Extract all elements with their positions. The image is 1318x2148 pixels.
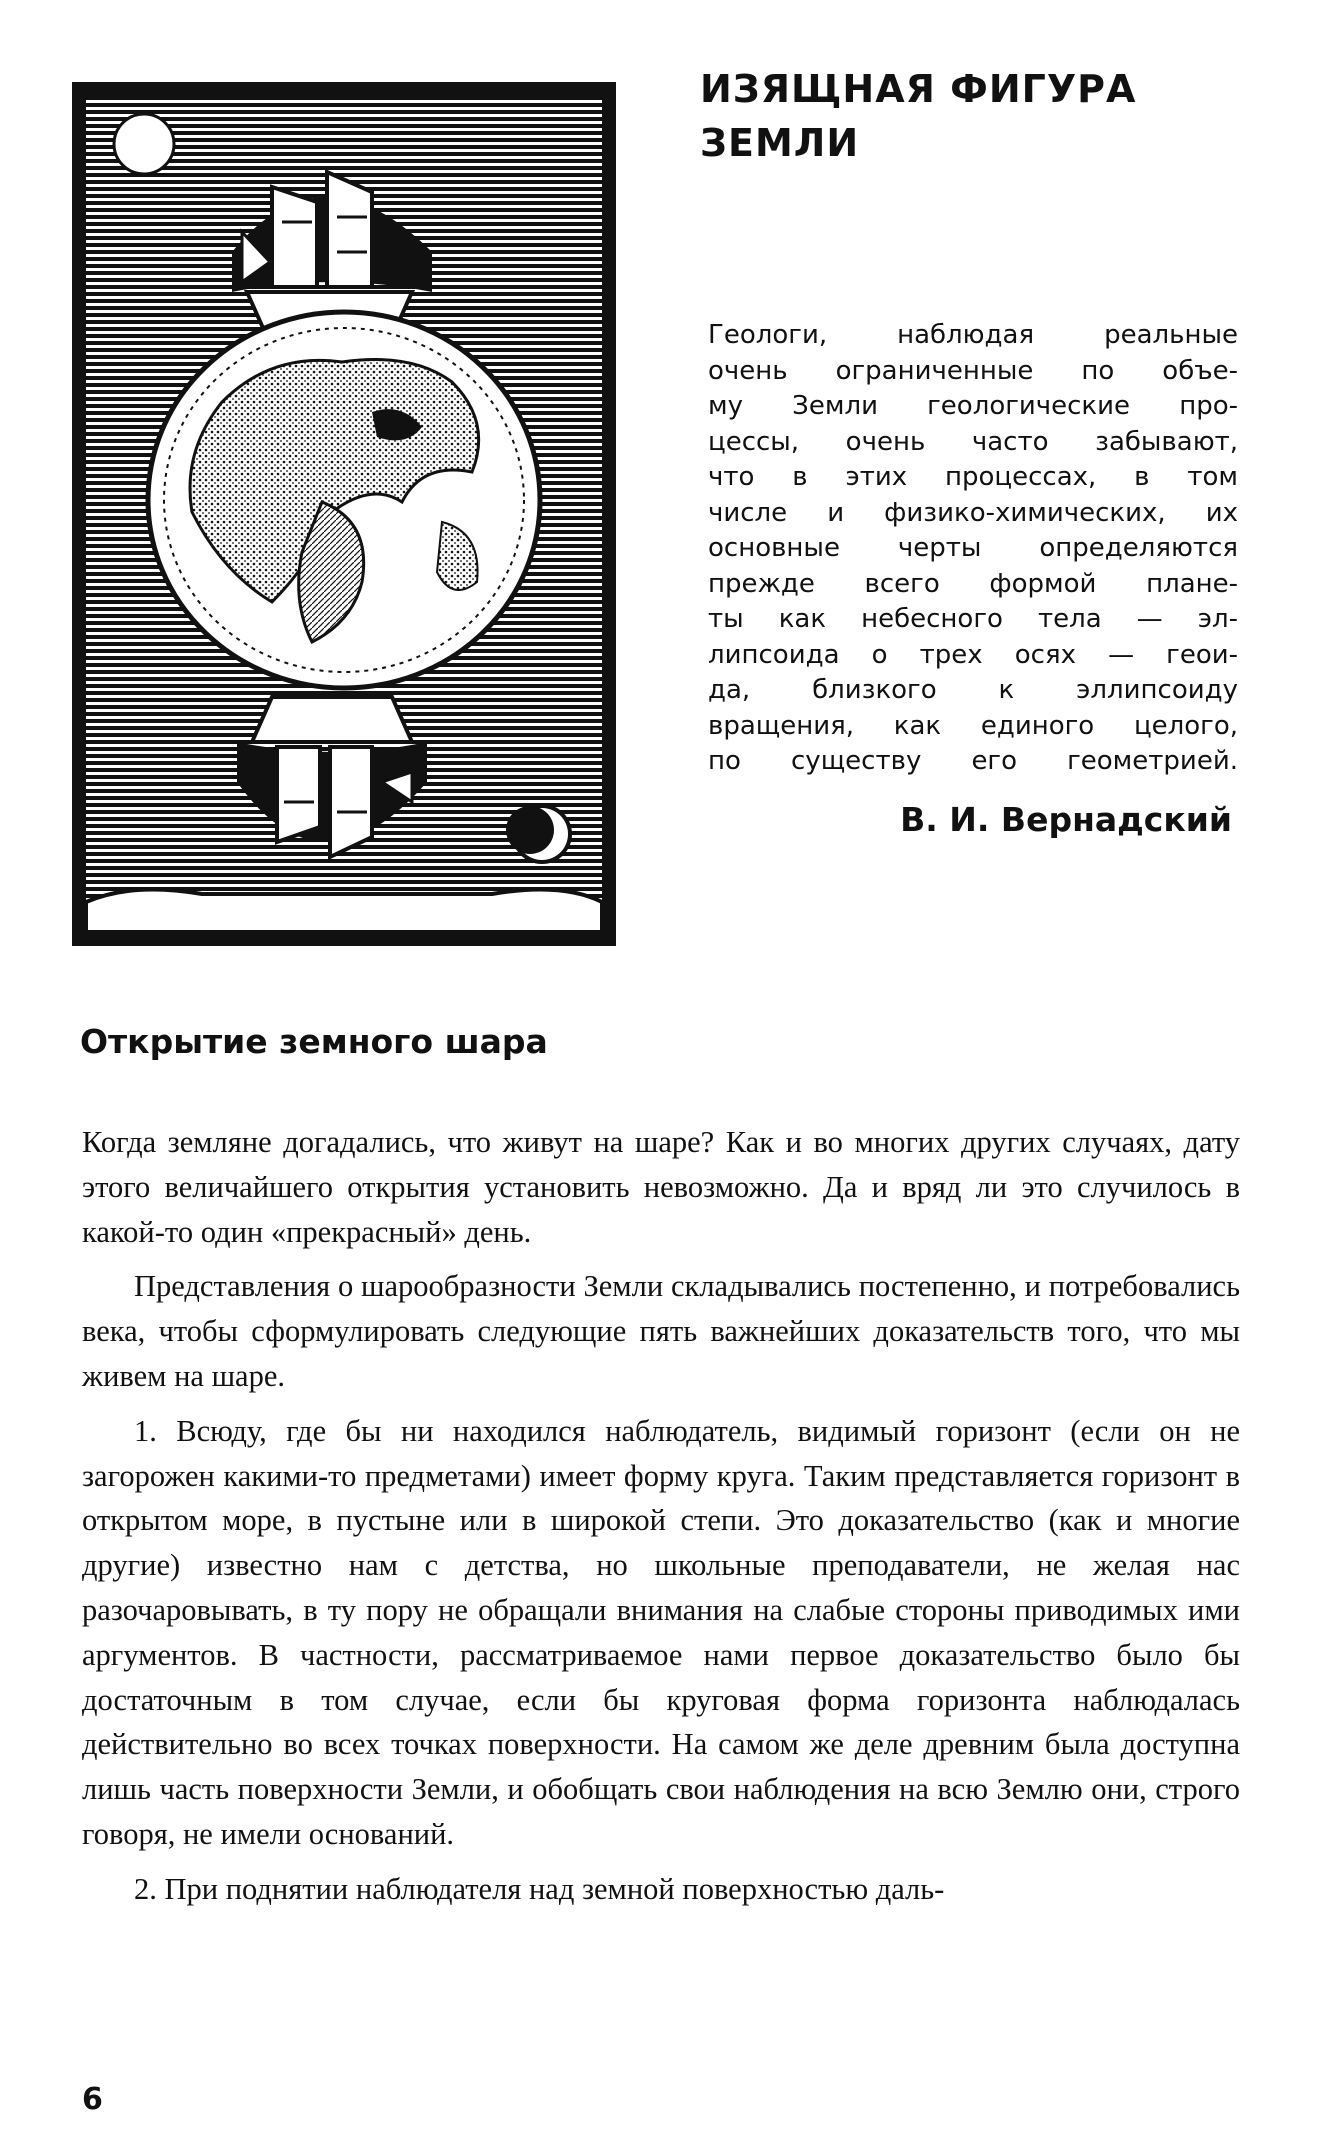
epigraph-line: по существу его геометрией.: [708, 746, 1238, 776]
chapter-title-line1: ИЗЯЩНАЯ ФИГУРА: [700, 67, 1137, 111]
paragraph: 1. Всюду, где бы ни находился наблюдатель, видимый горизонт (если он не загорожен какими-то предметами) имеет форму круга. Таким представляется горизонт в открытом море, в пустыне или в широкой степи. Это доказательство (как и многие другие) известно нам с детства, но школьные преподаватели, не желая нас разочаровывать, в ту пору не обращали внимания на слабые стороны приводимых ими аргументов. В частности, рассматриваемое нами первое доказательство было бы достаточным в том случае, если бы круговая форма горизонта наблюдалась действительно во всех точках поверхности. На самом же деле древним была доступна лишь часть поверхности Земли, и обобщать свои наблюдения на всю Землю они, строго говоря, не имели оснований.: [82, 1413, 1240, 1851]
epigraph-line: вращения, как единого целого,: [708, 710, 1238, 741]
epigraph-line: прежде всего формой плане-: [708, 568, 1238, 599]
chapter-title-line2: ЗЕМЛИ: [700, 121, 860, 165]
epigraph-line: ты как небесного тела — эл-: [708, 604, 1238, 634]
epigraph-line: липсоида о трех осях — геои-: [708, 639, 1238, 670]
paragraph: Когда земляне догадались, что живут на шаре? Как и во многих других случаях, дату этого величайшего открытия установить невозможно. Да и вряд ли это случилось в какой-то один «прекрасный» день.: [82, 1125, 1240, 1249]
epigraph: [708, 318, 1238, 780]
body-text: [82, 1120, 1240, 1922]
epigraph-line: числе и физико-химических, их: [708, 497, 1238, 528]
scroll-edge: [86, 890, 602, 933]
epigraph-line: очень ограниченные по объе-: [708, 355, 1238, 386]
epigraph-line: основные черты определяются: [708, 533, 1238, 563]
epigraph-author: В. И. Вернадский: [900, 800, 1232, 839]
sun-icon: [114, 114, 174, 174]
globe-ships-illustration: [72, 82, 616, 946]
globe-icon: [148, 312, 540, 688]
epigraph-line: Геологи, наблюдая реальные: [708, 320, 1238, 350]
epigraph-line: что в этих процессах, в том: [708, 462, 1238, 492]
epigraph-line: цессы, очень часто забывают,: [708, 426, 1238, 457]
paragraph: 2. При поднятии наблюдателя над земной поверхностью даль-: [134, 1871, 945, 1906]
chapter-title: [700, 62, 1260, 170]
section-heading: Открытие земного шара: [80, 1022, 548, 1061]
paragraph: Представления о шарообразности Земли складывались постепенно, и потребовались века, чтобы сформулировать следующие пять важнейших доказательств того, что мы живем на шаре.: [82, 1269, 1240, 1393]
epigraph-line: му Земли геологические про-: [708, 391, 1238, 421]
page-number: 6: [82, 2082, 103, 2117]
epigraph-line: да, близкого к эллипсоиду: [708, 675, 1238, 705]
